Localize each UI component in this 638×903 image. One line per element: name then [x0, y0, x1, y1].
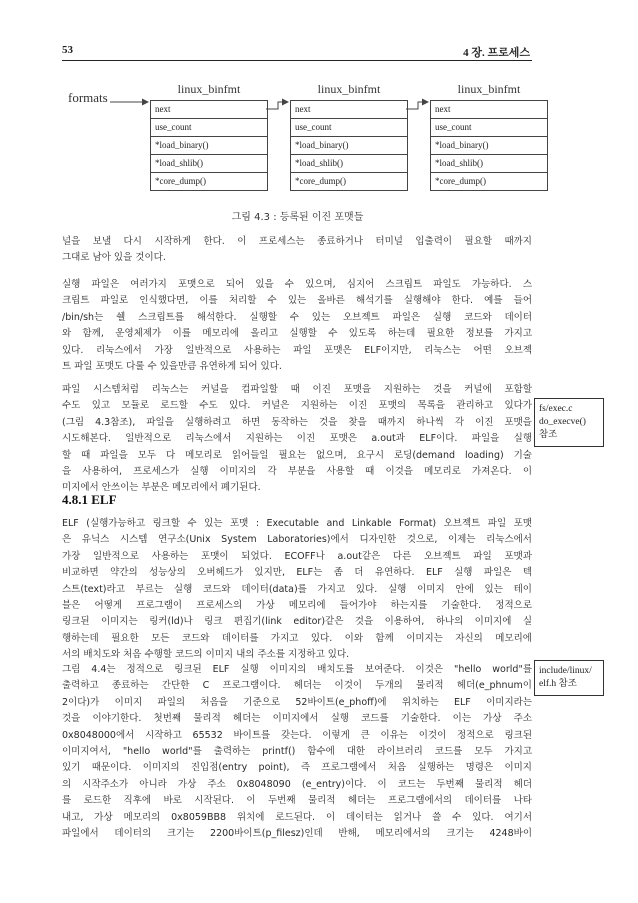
field-next: next	[435, 104, 451, 114]
text-line: 파일에서 데이터의 크기는 2200바이트(p_filesz)인데 반해, 메모리에서의 크기는 4248바이	[62, 827, 532, 839]
text-line: 스트(text)라고 부르는 실행 코드와 데이터(data)를 가지고 있다. 실행 이미지 안에 있는 테이	[62, 583, 532, 595]
text-line: 내고, 가상 메모리의 0x8059BB8 위치에 로드된다. 이 데이터는 읽거나 쓸 수 있다. 여기서	[62, 811, 532, 823]
field-use-count: use_count	[151, 118, 267, 136]
field-use-count: use_count	[431, 118, 547, 136]
field-load-shlib: *load_shlib()	[431, 154, 547, 172]
text-line: 트 파일 포맷도 다룰 수 있을만큼 유연하게 되어 있다.	[62, 360, 282, 372]
page-number: 53	[62, 44, 73, 56]
text-line: 수도 있고 모듈로 로드할 수도 있다. 커널은 지원하는 이진 포맷의 목록을 관리하고 있다가	[62, 400, 532, 412]
margin-note-line: include/linux/	[539, 666, 592, 676]
text-line: 0x8048000에서 시작하고 65532 바이트를 갖는다. 이렇게 큰 이유는 이것이 정적으로 링크된	[62, 729, 532, 741]
text-line: 있다. 리눅스에서 가장 일반적으로 사용하는 파일 포맷은 ELF이지만, 리눅스는 어떤 오브젝	[62, 344, 532, 356]
paragraph-1	[62, 234, 532, 267]
page-header	[62, 44, 530, 60]
text-line: /bin/sh는 쉘 스크립트를 해석한다. 실행할 수 있는 오브젝트 파일은 실행 코드와 데이터	[62, 311, 532, 323]
binfmt-figure	[62, 80, 532, 198]
text-line: 블은 어떻게 프로그램이 프로세스의 가상 메모리에 들어가야 하는지를 기술한다. 정적으로	[62, 599, 532, 611]
text-line: 와 함께, 운영체제가 이를 메모리에 올리고 실행할 수 있도록 하는데 필요한 정보를 가지고	[62, 328, 532, 340]
text-line: 미지에서 안쓰이는 부분은 메모리에서 폐기된다.	[62, 482, 261, 494]
text-line: 있기 때문이다. 이미지의 진입점(entry point), 즉 프로그램에서 처음 실행하는 명령은 이미지	[62, 762, 532, 774]
binfmt-box-2	[290, 80, 408, 191]
field-next: next	[295, 104, 311, 114]
paragraph-2	[62, 277, 532, 375]
text-line: 이미지여서, "hello world"를 출력하는 printf() 함수에 대한 라이브러리 코드를 모두 가지고	[62, 745, 532, 757]
field-core-dump: *core_dump()	[151, 172, 267, 190]
figure-caption: 그림 4.3 : 등록된 이진 포맷들	[231, 212, 364, 223]
margin-note-line: elf.h 참조	[539, 679, 577, 689]
text-line: 를 로드한 직후에 바로 시작된다. 이 두번째 물리적 헤더는 프로그램에서의 데이터를 나타	[62, 795, 532, 807]
margin-note-elf	[534, 660, 604, 696]
field-use-count: use_count	[291, 118, 407, 136]
margin-note-line: fs/exec.c	[539, 404, 573, 414]
paragraph-4	[62, 516, 532, 664]
text-line: (그림 4.3참조), 파일을 실행하려고 하면 동작하는 것을 찾을 때까지 하나씩 각 이진 포맷을	[62, 416, 532, 428]
text-line: 을 사용하여, 프로세스가 실행 이미지의 각 부분을 사용할 때 이것을 메모리로 가져온다. 이	[62, 465, 532, 477]
text-line: 은 유닉스 시스템 연구소(Unix System Laboratories)에서 디자인한 것으로, 이제는 리눅스에서	[62, 534, 532, 546]
text-line: 링크된 이미지는 링커(ld)나 링크 편집기(link editor)같은 것을 이용하여, 하나의 이미지에 실	[62, 616, 532, 628]
chapter-title: 4 장. 프로세스	[463, 47, 530, 59]
binfmt-box-3	[430, 80, 548, 191]
field-load-binary: *load_binary()	[151, 136, 267, 154]
text-line: 의 시작주소가 아니라 가상 주소 0x8048090 (e_entry)이다. 이 코드는 두번째 물리적 헤더	[62, 778, 532, 790]
field-load-binary: *load_binary()	[291, 136, 407, 154]
text-line: 실행 파일은 여러가지 포맷으로 되어 있을 수 있으며, 심지어 스크립트 파일도 가능하다. 스	[62, 279, 532, 290]
field-load-shlib: *load_shlib()	[151, 154, 267, 172]
binfmt-box-title: linux_binfmt	[457, 82, 521, 96]
text-line: 2이다)가 이미지 파일의 처음을 기준으로 52바이트(e_phoff)에 위치하는 ELF 이미지라는	[62, 696, 532, 708]
text-line: 그림 4.4는 정적으로 링크된 ELF 실행 이미지의 배치도를 보여준다. 이것은 "hello world"를	[62, 664, 532, 675]
field-core-dump: *core_dump()	[291, 172, 407, 190]
text-line: 시도해본다. 일반적으로 리눅스에서 지원하는 이진 포맷은 a.out과 ELF이다. 파일을 실행	[62, 433, 532, 445]
text-line: 것을 이야기한다. 첫번째 물리적 헤더는 이미지에서 실행 코드를 기술한다. 이는 가상 주소	[62, 713, 532, 725]
text-line: ELF (실행가능하고 링크할 수 있는 포맷 : Executable and Linkable Format) 오브젝트 파일 포맷	[62, 518, 532, 529]
field-load-shlib: *load_shlib()	[291, 154, 407, 172]
text-line: 파일 시스템처럼 리눅스는 커널을 컴파일할 때 이진 포맷을 지원하는 것을 커널에 포함할	[62, 384, 532, 395]
margin-note-line: 참조	[539, 430, 558, 440]
text-line: 행하는데 필요한 모든 코드와 데이터를 가지고 있다. 이와 함께 이미지는 자신의 메모리에	[62, 632, 532, 644]
text-line: 출력하고 종료하는 간단한 C 프로그램이다. 헤더는 이것이 두개의 물리적 헤더(e_phnum이	[62, 680, 532, 692]
text-line: 서의 배치도와 처음 수행할 코드의 이미지 내의 주소를 지정하고 있다.	[62, 649, 350, 661]
margin-note-exec	[534, 398, 604, 447]
text-line: 가장 일반적으로 사용하는 포맷이 되었다. ECOFF나 a.out같은 다른 오브젝트 파일 포맷과	[62, 550, 532, 562]
margin-note-line: do_execve()	[539, 417, 586, 427]
text-line: 할 때 파일을 모두 다 메모리로 읽어들일 필요는 없으며, 요구시 로딩(demand loading) 기술	[62, 449, 532, 461]
field-next: next	[155, 104, 171, 114]
paragraph-5	[62, 662, 532, 842]
field-core-dump: *core_dump()	[431, 172, 547, 190]
binfmt-box-1	[150, 80, 268, 191]
text-line: 비교하면 약간의 성능상의 오버헤드가 있지만, ELF는 좀 더 유연하다. ELF 실행 파일은 텍	[62, 567, 532, 579]
binfmt-box-title: linux_binfmt	[177, 82, 241, 96]
formats-label: formats	[68, 90, 108, 105]
header-rule	[62, 60, 532, 61]
text-line: 크립트 파일로 인식했다면, 이를 처리할 수 있는 올바른 해석기를 실행해야 한다. 예를 들어	[62, 295, 532, 307]
text-line: 널을 보낼 다시 시작하게 한다. 이 프로세스는 종료하거나 터미널 입출력이 필요할 때까지	[62, 236, 532, 247]
paragraph-3	[62, 382, 532, 497]
field-load-binary: *load_binary()	[431, 136, 547, 154]
section-heading: 4.8.1 ELF	[62, 492, 117, 507]
text-line: 그대로 남아 있을 것이다.	[62, 252, 166, 264]
binfmt-box-title: linux_binfmt	[317, 82, 381, 96]
